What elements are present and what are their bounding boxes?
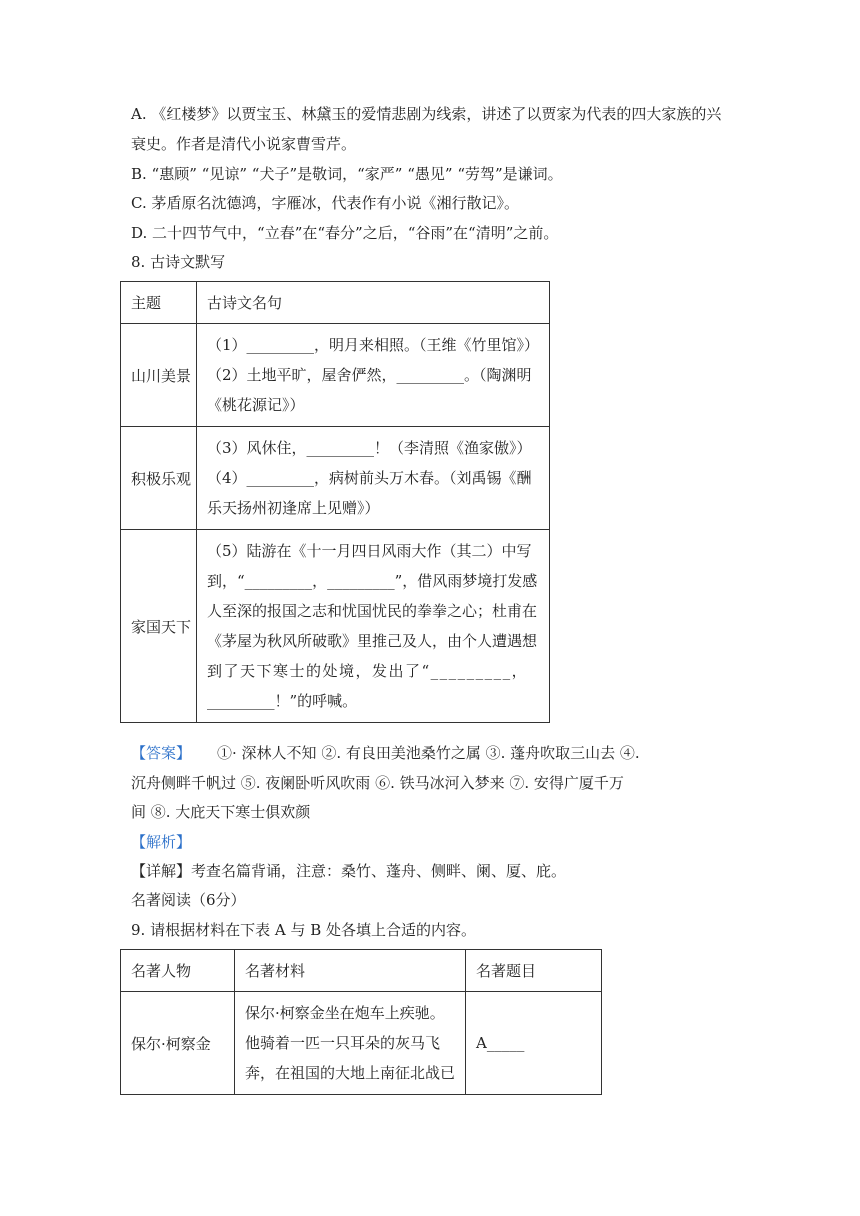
poem-line: （2）土地平旷，屋舍俨然，_________。（陶渊明 bbox=[206, 366, 532, 384]
material-cell bbox=[235, 992, 466, 1095]
option-c: C. 茅盾原名沈德鸿，字雁冰，代表作有小说《湘行散记》。 bbox=[131, 194, 519, 212]
poem-line: 人至深的报国之志和忧国忧民的拳拳之心；杜甫在 bbox=[206, 602, 537, 620]
analysis-detail: 【详解】考查名篇背诵，注意：桑竹、蓬舟、侧畔、阑、厦、庇。 bbox=[131, 862, 567, 880]
classics-table bbox=[120, 949, 602, 1095]
poem-line: _________！”的呼喊。 bbox=[206, 692, 358, 710]
material-line: 保尔·柯察金坐在炮车上疾驰。 bbox=[245, 1004, 445, 1022]
classics-table-header bbox=[121, 950, 602, 992]
analysis-tag: 【解析】 bbox=[131, 833, 192, 851]
table-row bbox=[121, 324, 550, 427]
row-topic: 山川美景 bbox=[121, 324, 197, 427]
poem-line: 到，“_________，_________”，借风雨梦境打发感 bbox=[206, 572, 538, 590]
header-lines: 古诗文名句 bbox=[196, 282, 549, 324]
material-line: 奔，在祖国的大地上南征北战已 bbox=[245, 1064, 456, 1082]
material-line: 他骑着一匹一只耳朵的灰马飞 bbox=[245, 1034, 441, 1052]
poetry-table bbox=[120, 281, 550, 723]
header-person: 名著人物 bbox=[121, 950, 235, 992]
question-9-title: 9. 请根据材料在下表 A 与 B 处各填上合适的内容。 bbox=[131, 921, 477, 939]
poem-line: 《桃花源记》） bbox=[206, 396, 305, 414]
row-lines bbox=[196, 530, 549, 723]
answer-text: ①· 深林人不知 ②. 有良田美池桑竹之属 ③. 蓬舟吹取三山去 ④. bbox=[217, 744, 640, 762]
header-title: 名著题目 bbox=[466, 950, 602, 992]
option-b: B. “惠顾” “见谅” “犬子”是敬词，“家严” “愚见” “劳驾”是谦词。 bbox=[131, 165, 563, 183]
header-topic: 主题 bbox=[121, 282, 197, 324]
poem-line: （3）风休住，_________！（李清照《渔家傲》） bbox=[206, 439, 532, 457]
table-row bbox=[121, 530, 550, 723]
poem-line: （4）_________，病树前头万木春。（刘禹锡《酬 bbox=[206, 469, 532, 487]
question-8-title: 8. 古诗文默写 bbox=[131, 253, 226, 271]
row-lines bbox=[196, 324, 549, 427]
option-a-line1: A. 《红楼梦》以贾宝玉、林黛玉的爱情悲剧为线索，讲述了以贾家为代表的四大家族的兴 bbox=[131, 105, 722, 123]
option-a-line2: 衰史。作者是清代小说家曹雪芹。 bbox=[131, 135, 357, 153]
table-row bbox=[121, 992, 602, 1095]
option-d: D. 二十四节气中，“立春”在“春分”之后，“谷雨”在“清明”之前。 bbox=[131, 224, 559, 242]
person-cell: 保尔·柯察金 bbox=[121, 992, 235, 1095]
poem-line: 到了天下寒士的处境，发出了“_________， bbox=[206, 662, 529, 680]
section-heading: 名著阅读（6分） bbox=[131, 891, 246, 909]
answer-tag: 【答案】 bbox=[131, 744, 192, 762]
row-topic: 家国天下 bbox=[121, 530, 197, 723]
poem-line: 乐天扬州初逢席上见赠》） bbox=[206, 499, 380, 517]
answer-line3: 间 ⑧. 大庇天下寒士俱欢颜 bbox=[131, 803, 311, 821]
title-blank-cell: A_____ bbox=[466, 992, 602, 1095]
header-material: 名著材料 bbox=[235, 950, 466, 992]
poetry-table-header bbox=[121, 282, 550, 324]
table-row bbox=[121, 427, 550, 530]
row-lines bbox=[196, 427, 549, 530]
poem-line: （1）_________，明月来相照。（王维《竹里馆》） bbox=[206, 336, 539, 354]
poem-line: （5）陆游在《十一月四日风雨大作（其二）中写 bbox=[206, 542, 532, 560]
answer-line2: 沉舟侧畔千帆过 ⑤. 夜阑卧听风吹雨 ⑥. 铁马冰河入梦来 ⑦. 安得广厦千万 bbox=[131, 774, 624, 792]
poem-line: 《茅屋为秋风所破歌》里推己及人，由个人遭遇想 bbox=[206, 632, 537, 650]
row-topic: 积极乐观 bbox=[121, 427, 197, 530]
answer-line1 bbox=[131, 743, 640, 763]
